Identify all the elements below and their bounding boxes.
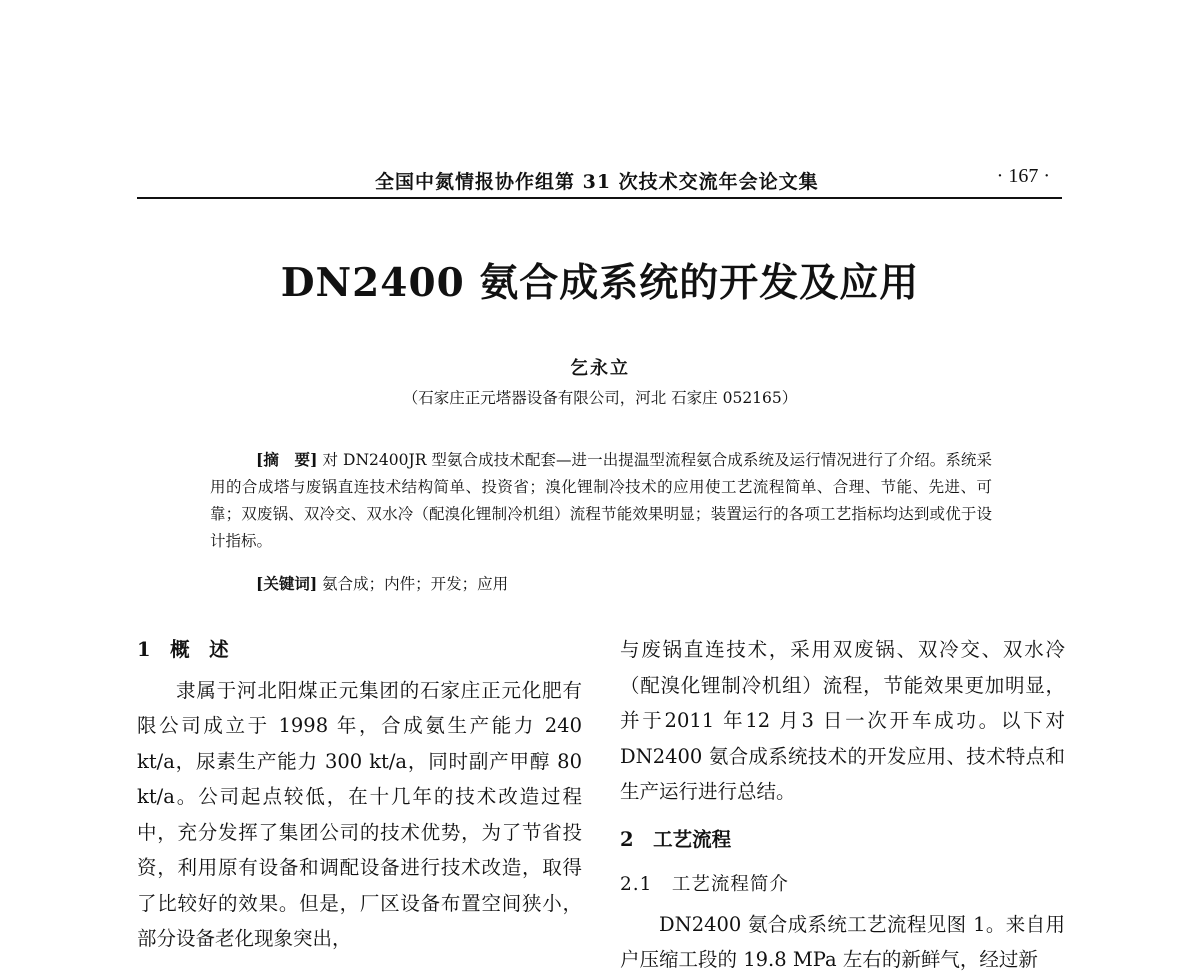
abstract: [210, 446, 992, 555]
section-1-paragraph: 隶属于河北阳煤正元集团的石家庄正元化肥有限公司成立于 1998 年，合成氨生产能力 240 kt/a，尿素生产能力 300 kt/a，同时副产甲醇 80 kt/a。公司起点较低，在十几年的技术改造过程中，充分发挥了集团公司的技术优势，为了节省投资，利用原有设备和调配设备进行技术改造，取得了比较好的效果。但是，厂区设备布置空间狭小，部分设备老化现象突出，: [137, 678, 582, 950]
author-name: 乞永立: [570, 358, 630, 379]
abstract-paragraph: [210, 446, 992, 555]
subsection-2-1-heading: 2.1 工艺流程简介: [620, 874, 789, 895]
author-affiliation: （石家庄正元塔器设备有限公司，河北 石家庄 052165）: [402, 389, 798, 407]
keywords: [256, 572, 508, 594]
subsection-2-1-paragraph: DN2400 氨合成系统工艺流程见图 1。来自用户压缩工段的 19.8 MPa 左右的新鲜气，经过新: [620, 912, 1065, 971]
keywords-text: 氨合成；内件；开发；应用: [322, 575, 509, 593]
journal-name: 全国中氮情报协作组第 31 次技术交流年会论文集: [375, 171, 819, 193]
section-2-heading: 2 工艺流程: [620, 827, 732, 851]
section-1-heading: 1 概 述: [137, 638, 229, 661]
abstract-label: [摘 要]: [256, 450, 318, 469]
keywords-label: [关键词]: [256, 574, 318, 593]
body-column-left: [137, 632, 582, 957]
running-header: [137, 163, 1062, 199]
paper-title: DN2400 氨合成系统的开发及应用: [280, 260, 920, 306]
page-number: · 167 ·: [996, 165, 1050, 187]
body-column-right: [620, 632, 1065, 978]
continued-paragraph: 与废锅直连技术，采用双废锅、双冷交、双水冷（配溴化锂制冷机组）流程，节能效果更加明显，并于2011 年12 月3 日一次开车成功。以下对 DN2400 氨合成系统技术的开发应用、技术特点和生产运行进行总结。: [620, 638, 1065, 803]
abstract-text: 对 DN2400JR 型氨合成技术配套—进一出提温型流程氨合成系统及运行情况进行了介绍。系统采用的合成塔与废锅直连技术结构简单、投资省；溴化锂制冷技术的应用使工艺流程简单、合理、节能、先进、可靠；双废锅、双冷交、双水冷（配溴化锂制冷机组）流程节能效果明显；装置运行的各项工艺指标均达到或优于设计指标。: [210, 451, 992, 550]
